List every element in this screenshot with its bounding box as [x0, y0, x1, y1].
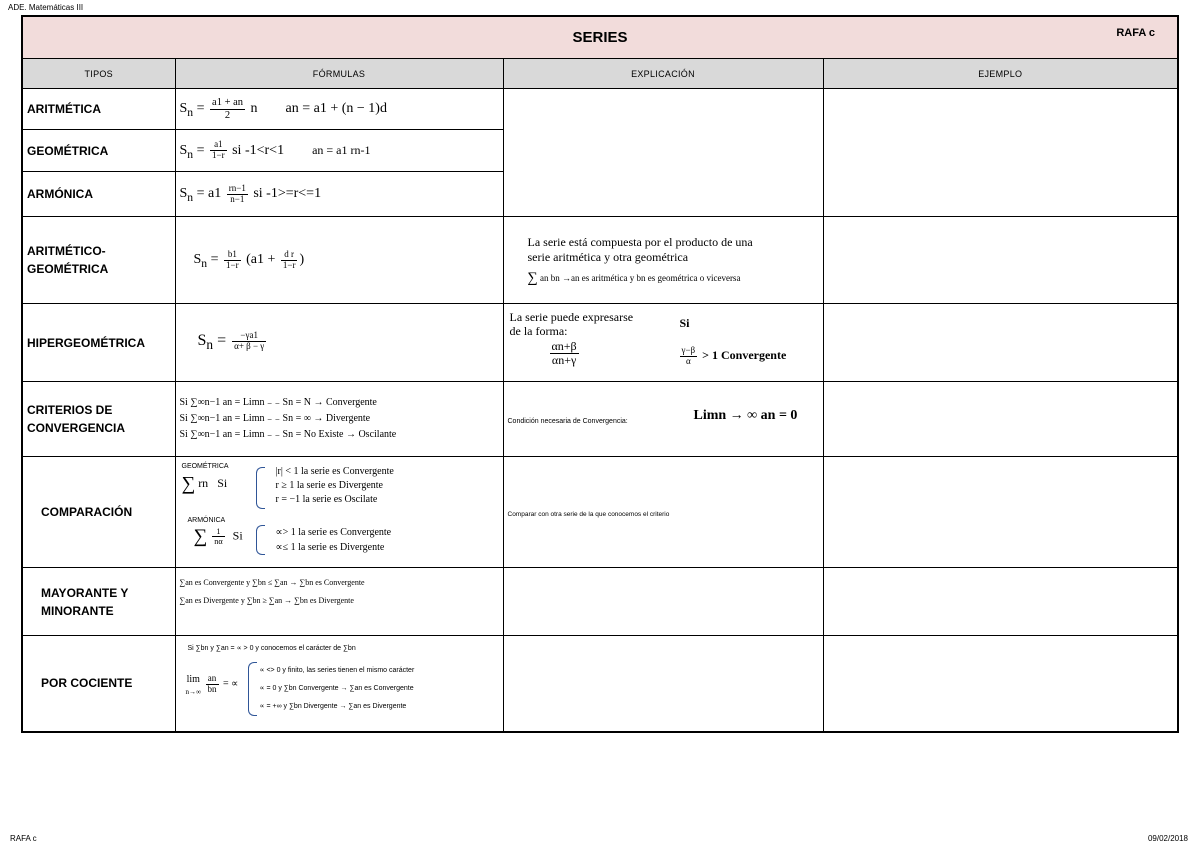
limit-condition: Limn → ∞ an = 0	[693, 408, 798, 423]
explicacion-comparacion	[503, 457, 823, 568]
table-row	[22, 217, 1178, 304]
formula-criterios	[175, 382, 503, 457]
formula-text: a1	[208, 186, 222, 202]
explanation-text: La serie puede expresarse	[509, 310, 634, 324]
formula-text: n	[250, 101, 258, 117]
ejemplo-cell	[823, 636, 1178, 732]
fraction-denominator: 1−r	[212, 150, 225, 160]
explicacion-cell	[503, 568, 823, 636]
tipo-hipergeometrica: HIPERGEOMÉTRICA	[22, 304, 175, 382]
formula-text: (a1 +	[246, 252, 276, 268]
table-row	[22, 636, 1178, 732]
footer-author: RAFA c	[10, 834, 37, 843]
formula-text: )	[299, 252, 305, 268]
column-header-row	[22, 59, 1178, 89]
column-header-tipos: TIPOS	[22, 59, 175, 89]
formula-text: ∝≤ 1 la serie es Divergente	[275, 542, 385, 553]
fraction-denominator: bn	[207, 683, 217, 694]
formula-geometrica: $S_n$ = $\frac{a1}{1-r}$ si -1<r<1 an = a1 rn-1	[175, 130, 503, 172]
ejemplo-cell	[823, 457, 1178, 568]
explicacion-cell	[503, 636, 823, 732]
formula-text: r = −1 la serie es Oscilate	[275, 494, 378, 505]
fraction-denominator: nα	[214, 537, 223, 547]
author-label: RAFA c	[1116, 27, 1156, 39]
brace-icon	[256, 525, 265, 555]
fraction-denominator: α+ β − γ	[234, 341, 265, 352]
formula-text: |r| < 1 la serie es Convergente	[275, 466, 394, 477]
formula-cociente	[175, 636, 503, 732]
explanation-text: La serie está compuesta por el producto de una	[527, 234, 753, 249]
column-header-ejemplo: EJEMPLO	[823, 59, 1178, 89]
fraction-denominator: 2	[224, 109, 231, 121]
formula-armonica: $S_n = a1$ $\frac{rn-1}{n-1}$ si -1>=r<=1	[175, 172, 503, 217]
formula-text: rn	[198, 476, 209, 490]
table-row	[22, 382, 1178, 457]
table-title: SERIES	[572, 29, 628, 46]
tipo-armonica: ARMÓNICA	[22, 172, 175, 217]
column-header-formulas: FÓRMULAS	[175, 59, 503, 89]
tipo-mayorante: MAYORANTE Y MINORANTE	[22, 568, 175, 636]
fraction-numerator: rn−1	[228, 182, 246, 193]
formula-comparacion: GEOMÉTRICA ∑ rn Si |r| < 1 la serie es Convergente r ≥ 1 la serie es Divergente r = −1 la serie es Oscilate ARMÓNICA ∑ $\frac{1}{n\alpha}$ Si ∝> 1 la serie es Convergente ∝≤ 1 la serie es Divergente	[175, 457, 503, 568]
formula-text: ∝ = +∞ y ∑bn Divergente → ∑an es Divergente	[259, 703, 407, 710]
ejemplo-cell	[823, 382, 1178, 457]
table-row	[22, 304, 1178, 382]
formula-text: = ∝	[223, 678, 239, 690]
tipo-aritmetico-geometrica: ARITMÉTICO-GEOMÉTRICA	[22, 217, 175, 304]
fraction-denominator: α	[685, 355, 691, 366]
table-row	[22, 568, 1178, 636]
fraction-numerator: b1	[224, 250, 241, 261]
fraction-numerator: αn+β	[551, 339, 577, 353]
fraction-numerator: a1 + an	[212, 96, 244, 108]
tipo-geometrica: GEOMÉTRICA	[22, 130, 175, 172]
tipo-comparacion: COMPARACIÓN	[22, 457, 175, 568]
fraction-numerator: 1	[212, 527, 224, 537]
brace-icon	[256, 467, 265, 509]
formula-text: lim	[186, 674, 200, 685]
fraction-numerator: γ−β	[681, 345, 696, 355]
explanation-text: Comparar con otra serie de la que conocemos el criterio	[507, 511, 670, 518]
explanation-text: de la forma:	[509, 324, 568, 338]
formula-text: ∝ = 0 y ∑bn Convergente → ∑an es Convergente	[259, 685, 414, 692]
fraction-denominator: 1−r	[282, 259, 296, 270]
explanation-text: Condición necesaria de Convergencia:	[507, 418, 628, 425]
series-table	[21, 15, 1179, 733]
table-row	[22, 89, 1178, 130]
brace-icon	[248, 662, 257, 716]
formula-text: ∑an es Convergente y ∑bn ≤ ∑an → ∑bn es Convergente	[179, 578, 365, 587]
fraction-numerator: an	[206, 674, 219, 685]
title-row	[22, 16, 1178, 59]
tipo-criterios: CRITERIOS DE CONVERGENCIA	[22, 382, 175, 457]
explicacion-cell	[503, 89, 823, 217]
fraction-denominator: n−1	[230, 193, 245, 204]
table-row	[22, 457, 1178, 568]
document-header: ADE. Matemáticas III	[8, 3, 84, 12]
formula-text: S	[179, 101, 188, 117]
explanation-text: Si	[679, 316, 690, 330]
column-header-explicacion: EXPLICACIÓN	[503, 59, 823, 89]
sum-symbol: ∑	[181, 473, 196, 495]
explicacion-hipergeometrica	[503, 304, 823, 382]
formula-aritmetico-geometrica: $S_n$ = $\frac{b1}{1-r}$ (a1 + $\frac{\text{d r}}{1-r}$ )	[175, 217, 503, 304]
formula-hipergeometrica: $S_n$ = $\frac{-\gamma a1}{\alpha+ \beta - \gamma}$	[175, 304, 503, 382]
fraction-numerator: d r	[281, 250, 298, 261]
formula-text: n	[187, 106, 194, 120]
formula-text: ∑an es Divergente y ∑bn ≥ ∑an → ∑bn es Divergente	[179, 596, 354, 605]
fraction-denominator: αn+γ	[551, 353, 577, 368]
section-label: ARMÓNICA	[187, 517, 226, 524]
formula-text: n→∞	[185, 688, 201, 696]
explicacion-criterios	[503, 382, 823, 457]
fraction-numerator: −γa1	[232, 331, 266, 342]
explanation-text: serie aritmética y otra geométrica	[527, 249, 689, 264]
explanation-text: an bn →an es aritmética y bn es geométrica o viceversa	[540, 272, 741, 283]
formula-text: Si	[217, 476, 228, 490]
formula-text: an = a1 rn-1	[312, 142, 371, 157]
ejemplo-cell	[823, 217, 1178, 304]
formula-text: Si ∑bn y ∑an = ∝ > 0 y conocemos el carácter de ∑bn	[187, 645, 356, 652]
formula-text: an = a1 + (n − 1)d	[285, 101, 387, 117]
formula-text: Si ∑∞n−1 an = Limn ₋ ₋ Sn = ∞ → Divergente	[179, 413, 371, 424]
fraction-numerator: a1	[210, 140, 227, 151]
ejemplo-cell	[823, 304, 1178, 382]
explicacion-aritmetico-geometrica: La serie está compuesta por el producto de una serie aritmética y otra geométrica ∑ an bn →an es aritmética y bn es geométrica o viceversa	[503, 217, 823, 304]
footer-date: 09/02/2018	[1147, 834, 1188, 843]
formula-text: si -1<r<1	[232, 142, 285, 158]
formula-text: ∝ <> 0 y finito, las series tienen el mismo carácter	[259, 667, 415, 674]
section-label: GEOMÉTRICA	[181, 463, 229, 470]
fraction-denominator: 1−r	[226, 259, 239, 270]
formula-text: Si ∑∞n−1 an = Limn ₋ ₋ Sn = No Existe → Oscilante	[179, 429, 397, 440]
tipo-cociente: POR COCIENTE	[22, 636, 175, 732]
tipo-aritmetica: ARITMÉTICA	[22, 89, 175, 130]
formula-text: ∝> 1 la serie es Convergente	[275, 527, 392, 538]
formula-text: r ≥ 1 la serie es Divergente	[275, 480, 383, 491]
ejemplo-cell	[823, 89, 1178, 217]
formula-text: Si ∑∞n−1 an = Limn ₋ ₋ Sn = N → Convergente	[179, 397, 377, 408]
ejemplo-cell	[823, 568, 1178, 636]
convergence-condition: > 1 Convergente	[702, 348, 787, 363]
formula-text: si -1>=r<=1	[253, 186, 322, 202]
formula-mayorante	[175, 568, 503, 636]
formula-text: Si	[232, 528, 243, 543]
formula-aritmetica: $S_n$ = $\frac{a1 + an}{2}$ n an = a1 + (n − 1)d	[175, 89, 503, 130]
